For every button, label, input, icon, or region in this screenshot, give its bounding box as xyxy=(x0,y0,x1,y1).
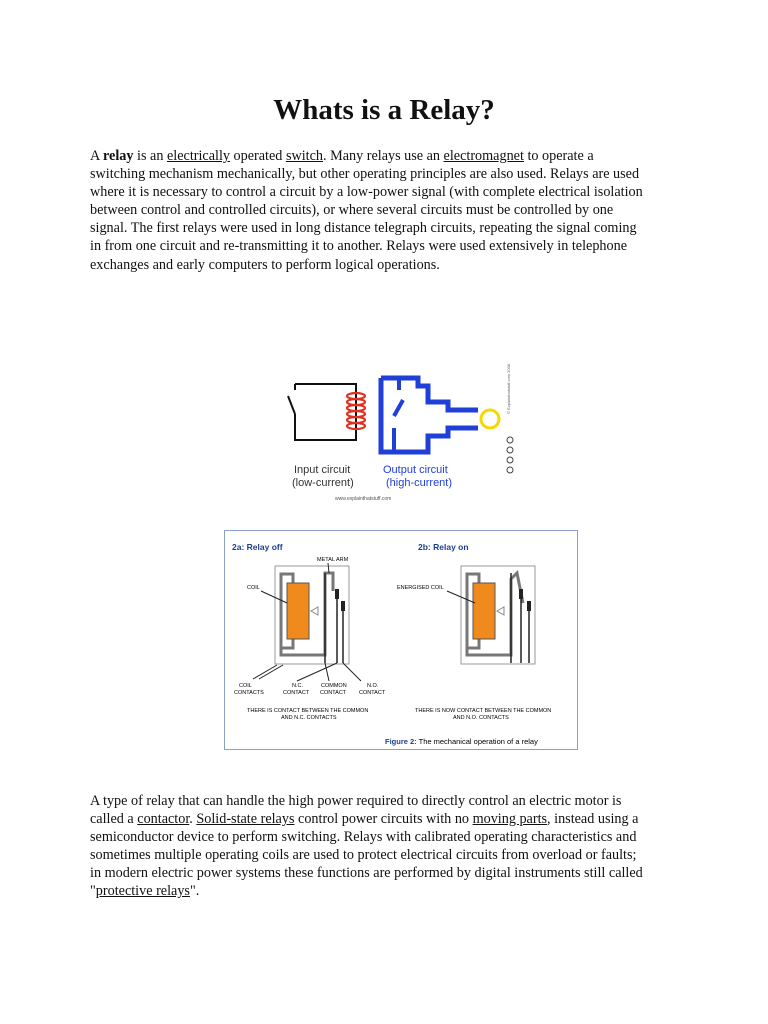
text-run: . Many relays use an xyxy=(322,148,444,164)
energised-coil-icon xyxy=(473,583,495,639)
source-url: www.explainthatstuff.com xyxy=(335,496,392,502)
text-run: . xyxy=(189,811,197,828)
text-run: called a xyxy=(90,811,138,828)
link-contactor[interactable]: contactor xyxy=(137,811,190,828)
page-title: Whats is a Relay? xyxy=(273,94,495,126)
copyright-icons xyxy=(507,437,513,473)
contactor-paragraph xyxy=(90,792,682,901)
energised-coil-label: ENERGISED COIL xyxy=(397,585,444,591)
copyright-text: © Explainthatstuff.com 2008 xyxy=(506,363,511,414)
relay-mechanism-diagram xyxy=(225,531,577,749)
text-run: , instead using a xyxy=(547,811,639,828)
relay-mechanism-figure xyxy=(224,530,578,750)
figure-label: Figure 2: xyxy=(385,737,417,746)
output-label-1: Output circuit xyxy=(383,464,448,476)
intro-line-5: signal. The first relays were used in long distance telegraph circuits, repeating the signal coming xyxy=(90,220,637,237)
coil-contacts-label-2: CONTACTS xyxy=(234,690,264,696)
relay-circuit-diagram xyxy=(278,362,526,510)
output-label-2: (high-current) xyxy=(386,477,453,489)
relay-off-drawing xyxy=(234,557,386,721)
contactor-line-4: sometimes multiple operating coils are used to protect electrical circuits from overload or faults; xyxy=(90,847,637,864)
link-moving-parts[interactable]: moving parts xyxy=(472,811,548,828)
caption-off-2: AND N.C. CONTACTS xyxy=(281,715,337,721)
text-run: operated xyxy=(230,148,286,164)
caption-on-1: THERE IS NOW CONTACT BETWEEN THE COMMON xyxy=(415,708,552,714)
nc-label-1: N.C. xyxy=(292,683,303,689)
coil-label: COIL xyxy=(247,585,260,591)
coil-contacts-label-1: COIL xyxy=(239,683,252,689)
metal-arm-label: METAL ARM xyxy=(317,557,349,563)
bulb-icon xyxy=(481,410,499,428)
relay-off-title: 2a: Relay off xyxy=(232,542,283,552)
text-run: ". xyxy=(189,883,200,900)
no-label-2: CONTACT xyxy=(359,690,386,696)
no-label-1: N.O. xyxy=(367,683,379,689)
output-circuit xyxy=(381,378,478,452)
link-electromagnet[interactable]: electromagnet xyxy=(443,148,524,164)
coil-icon xyxy=(347,393,365,429)
contactor-line-1: A type of relay that can handle the high power required to directly control an electric motor is xyxy=(90,793,622,809)
bold-relay: relay xyxy=(103,148,134,164)
coil-icon xyxy=(287,583,309,639)
text-run: control power circuits with no xyxy=(294,811,473,828)
relay-circuit-figure xyxy=(278,362,526,510)
input-label-2: (low-current) xyxy=(292,477,354,489)
link-electrically[interactable]: electrically xyxy=(166,148,230,164)
relay-on-drawing xyxy=(397,566,551,721)
intro-paragraph xyxy=(90,147,682,274)
output-switch xyxy=(394,380,403,452)
intro-line-3: where it is necessary to control a circuit by a low-power signal (with complete electrical isolation xyxy=(90,184,643,201)
link-protective-relays[interactable]: protective relays xyxy=(95,883,190,900)
no-contact-tip xyxy=(527,601,531,611)
text-run: A xyxy=(90,148,104,164)
text-run: to operate a xyxy=(523,148,594,164)
intro-line-7: exchanges and early computers to perform logical operations. xyxy=(90,256,440,273)
intro-line-1 xyxy=(90,147,682,165)
caption-on-2: AND N.O. CONTACTS xyxy=(453,715,509,721)
input-circuit xyxy=(288,384,356,440)
contactor-line-5: in modern electric power systems these functions are performed by digital instruments still called xyxy=(90,865,643,882)
link-solid-state-relays[interactable]: Solid-state relays xyxy=(196,811,295,828)
text-run: is an xyxy=(133,148,167,164)
relay-on-title: 2b: Relay on xyxy=(418,542,469,552)
nc-label-2: CONTACT xyxy=(283,690,310,696)
contactor-line-3: semiconductor device to perform switching. Relays with calibrated operating characteristics and xyxy=(90,829,637,846)
text-run: " xyxy=(90,883,96,900)
contactor-line-2 xyxy=(90,810,682,828)
nc-contact-tip xyxy=(519,589,523,599)
intro-line-2: switching mechanism mechanically, but other operating principles are also used. Relays are used xyxy=(90,166,640,183)
intro-line-4: between control and controlled circuits), or where several circuits must be controlled by one xyxy=(90,202,614,219)
caption-off-1: THERE IS CONTACT BETWEEN THE COMMON xyxy=(247,708,369,714)
input-switch xyxy=(288,396,295,414)
common-label-2: CONTACT xyxy=(320,690,347,696)
link-switch[interactable]: switch xyxy=(285,148,323,164)
input-label-1: Input circuit xyxy=(294,464,351,476)
intro-line-6: in from one circuit and re-transmitting it to another. Relays were used extensively in telephone xyxy=(90,238,627,255)
output-wire-top xyxy=(381,378,478,410)
contactor-line-6 xyxy=(90,882,682,900)
figure-caption-text: The mechanical operation of a relay xyxy=(416,737,538,746)
figure-caption xyxy=(385,737,538,746)
common-label-1: COMMON xyxy=(321,683,347,689)
no-contact-tip xyxy=(341,601,345,611)
nc-contact-tip xyxy=(335,589,339,599)
